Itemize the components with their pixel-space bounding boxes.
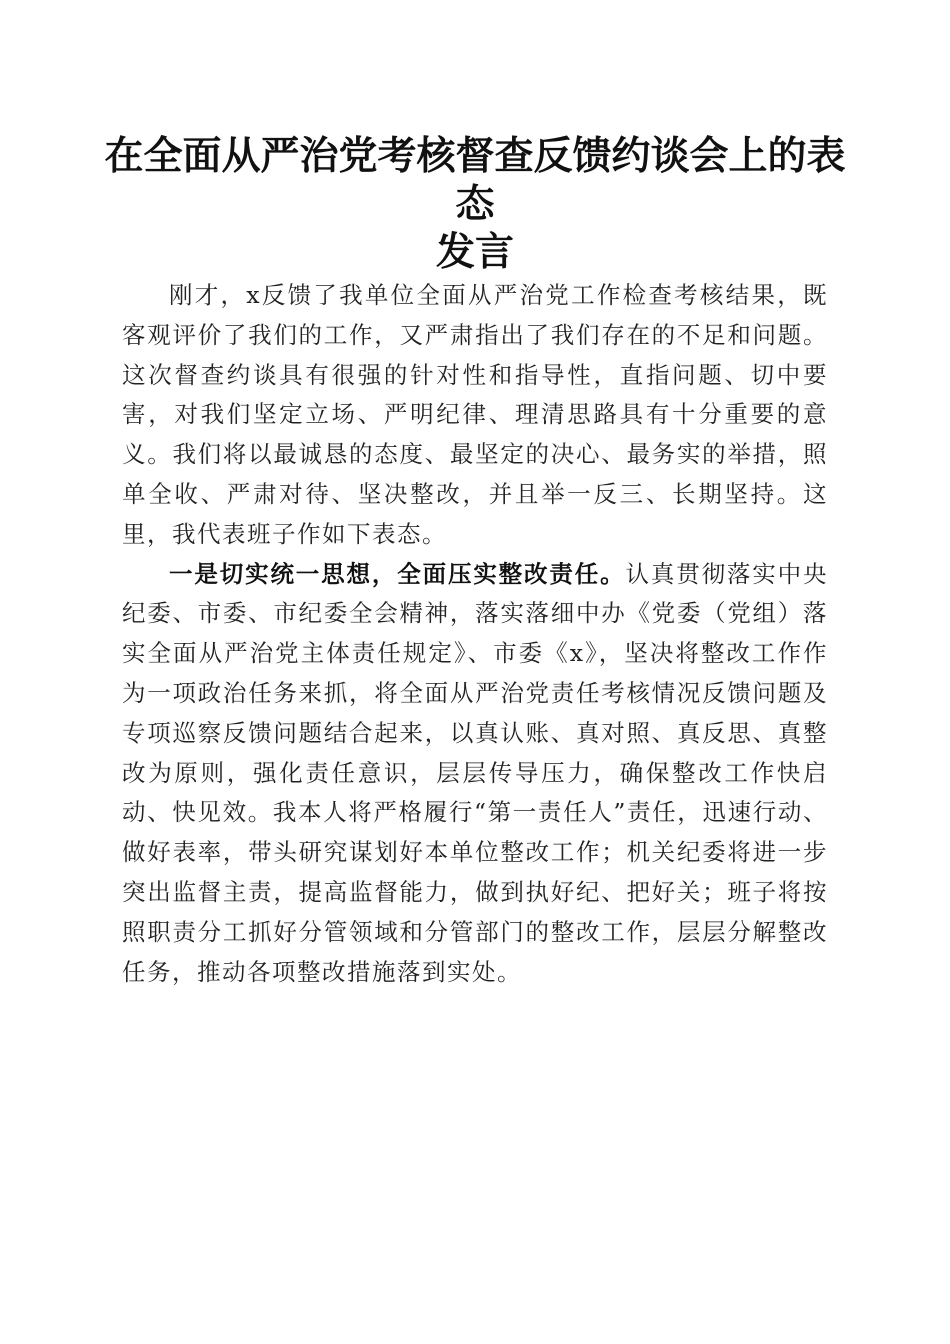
paragraph-lead-heading: 一是切实统一思想，全面压实整改责任。 — [169, 559, 626, 588]
document-title — [100, 132, 850, 276]
paragraph-text: 认真贯彻落实中央纪委、市委、市纪委全会精神，落实落细中办《党委（党组）落实全面从严治党主体责任规定》、市委《x》，坚决将整改工作作为一项政治任务来抓，将全面从严治党责任考核情况反馈问题及专项巡察反馈问题结合起来，以真认账、真对照、真反思、真整改为原则，强化责任意识，层层传导压力，确保整改工作快启动、快见效。我本人将严格履行“第一责任人”责任，迅速行动、做好表率，带头研究谋划好本单位整改工作；机关纪委将进一步突出监督主责，提高监督能力，做到执好纪、把好关；班子将按照职责分工抓好分管领域和分管部门的整改工作，层层分解整改任务，推动各项整改措施落到实处。 — [122, 559, 829, 986]
document-body — [122, 276, 828, 992]
paragraph-point-one — [122, 555, 828, 993]
title-line-2: 发言 — [435, 229, 514, 275]
paragraph-intro — [122, 276, 828, 555]
paragraph-text: 刚才，x反馈了我单位全面从严治党工作检查考核结果，既客观评价了我们的工作，又严肃指出了我们存在的不足和问题。这次督查约谈具有很强的针对性和指导性，直指问题、切中要害，对我们坚定立场、严明纪律、理清思路具有十分重要的意义。我们将以最诚恳的态度、最坚定的决心、最务实的举措，照单全收、严肃对待、坚决整改，并且举一反三、长期坚持。这里，我代表班子作如下表态。 — [122, 281, 828, 548]
title-line-1: 在全面从严治党考核督查反馈约谈会上的表态 — [104, 133, 846, 227]
